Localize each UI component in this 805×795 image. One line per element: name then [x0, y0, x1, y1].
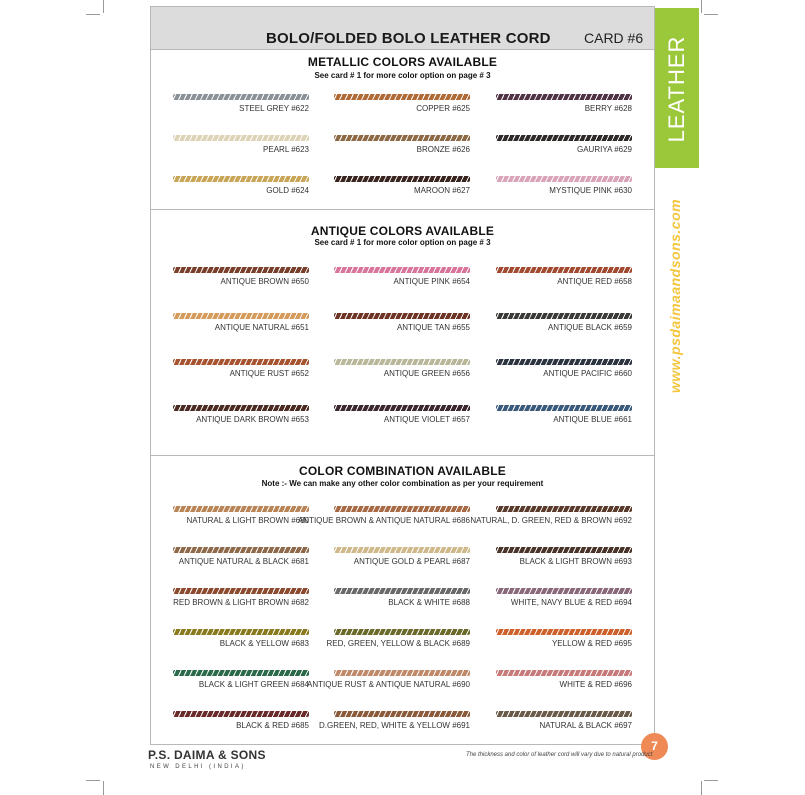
- cord-item: [322, 313, 470, 343]
- cord-swatch: [173, 176, 309, 182]
- cord-item: [161, 711, 309, 741]
- crop-mark: [103, 781, 104, 795]
- cord-swatch: [173, 670, 309, 676]
- cord-swatch: [496, 135, 632, 141]
- cord-label: D.GREEN, RED, WHITE & YELLOW #691: [318, 721, 470, 730]
- cord-item: [322, 405, 470, 435]
- cord-label: ANTIQUE RUST & ANTIQUE NATURAL #690: [306, 680, 470, 689]
- cord-label: STEEL GREY #622: [239, 104, 309, 113]
- cord-label: ANTIQUE BROWN & ANTIQUE NATURAL #686: [297, 516, 470, 525]
- metallic-section: [151, 55, 654, 210]
- cord-item: [322, 135, 470, 165]
- cord-swatch: [334, 267, 470, 273]
- cord-item: [484, 94, 632, 124]
- antique-section: [151, 224, 654, 454]
- cord-label: BLACK & WHITE #688: [388, 598, 470, 607]
- cord-label: BERRY #628: [584, 104, 632, 113]
- card-title: BOLO/FOLDED BOLO LEATHER CORD: [266, 30, 551, 47]
- cord-swatch: [173, 94, 309, 100]
- cord-swatch: [334, 359, 470, 365]
- cord-label: MYSTIQUE PINK #630: [549, 186, 632, 195]
- cord-item: [484, 176, 632, 206]
- cord-label: ANTIQUE NATURAL #651: [214, 323, 309, 332]
- cord-item: [484, 359, 632, 389]
- cord-label: MAROON #627: [413, 186, 470, 195]
- cord-swatch: [173, 711, 309, 717]
- tab-label: LEATHER: [664, 35, 689, 143]
- cord-item: [161, 313, 309, 343]
- section-note: See card # 1 for more color option on page # 3: [314, 71, 491, 80]
- cord-swatch: [496, 629, 632, 635]
- cord-swatch: [173, 135, 309, 141]
- cord-swatch: [173, 506, 309, 512]
- cord-label: RED BROWN & LIGHT BROWN #682: [173, 598, 309, 607]
- section-note: See card # 1 for more color option on page # 3: [314, 238, 491, 247]
- cord-item: [297, 506, 470, 536]
- crop-mark: [704, 14, 718, 15]
- cord-item: [322, 588, 470, 618]
- cord-swatch: [173, 405, 309, 411]
- crop-mark: [86, 14, 100, 15]
- cord-swatch: [496, 711, 632, 717]
- cord-item: [161, 547, 309, 577]
- crop-mark: [701, 0, 702, 13]
- cord-item: [322, 359, 470, 389]
- cord-swatch: [334, 313, 470, 319]
- cord-swatch: [496, 670, 632, 676]
- cord-swatch: [173, 313, 309, 319]
- cord-swatch: [173, 588, 309, 594]
- cord-swatch: [173, 267, 309, 273]
- cord-swatch: [334, 506, 470, 512]
- cord-swatch: [173, 359, 309, 365]
- cord-swatch: [334, 94, 470, 100]
- cord-item: [322, 267, 470, 297]
- page-number: 7: [641, 733, 668, 760]
- section-title: METALLIC COLORS AVAILABLE: [307, 55, 498, 69]
- cord-label: ANTIQUE VIOLET #657: [383, 415, 470, 424]
- cord-item: [484, 588, 632, 618]
- cord-item: [161, 359, 309, 389]
- cord-label: ANTIQUE PACIFIC #660: [543, 369, 632, 378]
- section-divider: [151, 455, 654, 456]
- cord-item: [484, 547, 632, 577]
- cord-item: [322, 629, 470, 659]
- cord-swatch: [334, 135, 470, 141]
- crop-mark: [704, 780, 718, 781]
- cord-label: ANTIQUE PINK #654: [393, 277, 470, 286]
- cord-swatch: [496, 94, 632, 100]
- section-title: ANTIQUE COLORS AVAILABLE: [310, 224, 495, 238]
- cord-swatch: [496, 359, 632, 365]
- cord-label: BLACK & YELLOW #683: [219, 639, 309, 648]
- cord-swatch: [334, 405, 470, 411]
- cord-item: [484, 267, 632, 297]
- cord-swatch: [334, 588, 470, 594]
- cord-label: WHITE, NAVY BLUE & RED #694: [510, 598, 632, 607]
- cord-item: [161, 135, 309, 165]
- cord-label: BLACK & LIGHT GREEN #684: [198, 680, 309, 689]
- cord-swatch: [173, 547, 309, 553]
- cord-swatch: [334, 711, 470, 717]
- product-card: [150, 6, 655, 745]
- cord-label: ANTIQUE BLUE #661: [553, 415, 632, 424]
- cord-item: [306, 670, 470, 700]
- cord-swatch: [496, 547, 632, 553]
- cord-item: [161, 267, 309, 297]
- cord-item: [484, 711, 632, 741]
- cord-swatch: [334, 176, 470, 182]
- cord-item: [484, 405, 632, 435]
- section-divider: [151, 209, 654, 210]
- cord-swatch: [496, 405, 632, 411]
- title-bar: [151, 7, 654, 50]
- cord-item: [484, 313, 632, 343]
- website-url[interactable]: www.psdaimaandsons.com: [667, 198, 683, 393]
- cord-label: ANTIQUE RED #658: [557, 277, 632, 286]
- cord-item: [484, 670, 632, 700]
- cord-item: [161, 506, 309, 536]
- combination-section: [151, 464, 654, 746]
- cord-label: RED, GREEN, YELLOW & BLACK #689: [326, 639, 470, 648]
- cord-item: [318, 711, 470, 741]
- cord-swatch: [334, 670, 470, 676]
- cord-swatch: [334, 629, 470, 635]
- cord-label: ANTIQUE BROWN #650: [220, 277, 309, 286]
- crop-mark: [86, 780, 100, 781]
- cord-item: [161, 588, 309, 618]
- cord-label: ANTIQUE GREEN #656: [383, 369, 470, 378]
- cord-swatch: [173, 629, 309, 635]
- cord-label: ANTIQUE RUST #652: [229, 369, 309, 378]
- cord-swatch: [496, 267, 632, 273]
- cord-item: [322, 94, 470, 124]
- cord-item: [161, 94, 309, 124]
- cord-label: ANTIQUE GOLD & PEARL #687: [353, 557, 470, 566]
- cord-swatch: [496, 506, 632, 512]
- cord-item: [470, 506, 632, 536]
- cord-label: NATURAL, D. GREEN, RED & BROWN #692: [470, 516, 632, 525]
- cord-label: BRONZE #626: [416, 145, 470, 154]
- section-title: COLOR COMBINATION AVAILABLE: [299, 464, 506, 478]
- cord-label: NATURAL & LIGHT BROWN #680: [186, 516, 309, 525]
- cord-label: YELLOW & RED #695: [551, 639, 632, 648]
- disclaimer: The thickness and color of leather cord will vary due to natural product: [466, 752, 653, 758]
- cord-label: PEARL #623: [263, 145, 309, 154]
- cord-label: ANTIQUE BLACK #659: [547, 323, 632, 332]
- cord-item: [322, 547, 470, 577]
- cord-item: [161, 405, 309, 435]
- cord-item: [322, 176, 470, 206]
- cord-label: COPPER #625: [416, 104, 470, 113]
- cord-label: ANTIQUE NATURAL & BLACK #681: [178, 557, 309, 566]
- brand-name: P.S. DAIMA & SONS: [148, 748, 266, 762]
- cord-swatch: [496, 588, 632, 594]
- cord-label: WHITE & RED #696: [559, 680, 632, 689]
- cord-item: [161, 670, 309, 700]
- cord-label: BLACK & RED #685: [236, 721, 309, 730]
- crop-mark: [701, 781, 702, 795]
- cord-label: GOLD #624: [266, 186, 309, 195]
- card-number: CARD #6: [584, 30, 644, 46]
- leather-tab: [655, 8, 699, 168]
- cord-label: NATURAL & BLACK #697: [539, 721, 632, 730]
- section-note: Note :- We can make any other color combination as per your requirement: [261, 479, 544, 488]
- cord-item: [484, 629, 632, 659]
- cord-label: ANTIQUE DARK BROWN #653: [196, 415, 309, 424]
- cord-label: BLACK & LIGHT BROWN #693: [519, 557, 632, 566]
- cord-item: [161, 629, 309, 659]
- brand-location: NEW DELHI (INDIA): [150, 764, 246, 770]
- cord-item: [484, 135, 632, 165]
- cord-swatch: [496, 176, 632, 182]
- cord-label: ANTIQUE TAN #655: [396, 323, 470, 332]
- cord-item: [161, 176, 309, 206]
- crop-mark: [103, 0, 104, 13]
- cord-swatch: [334, 547, 470, 553]
- cord-label: GAURIYA #629: [577, 145, 632, 154]
- cord-swatch: [496, 313, 632, 319]
